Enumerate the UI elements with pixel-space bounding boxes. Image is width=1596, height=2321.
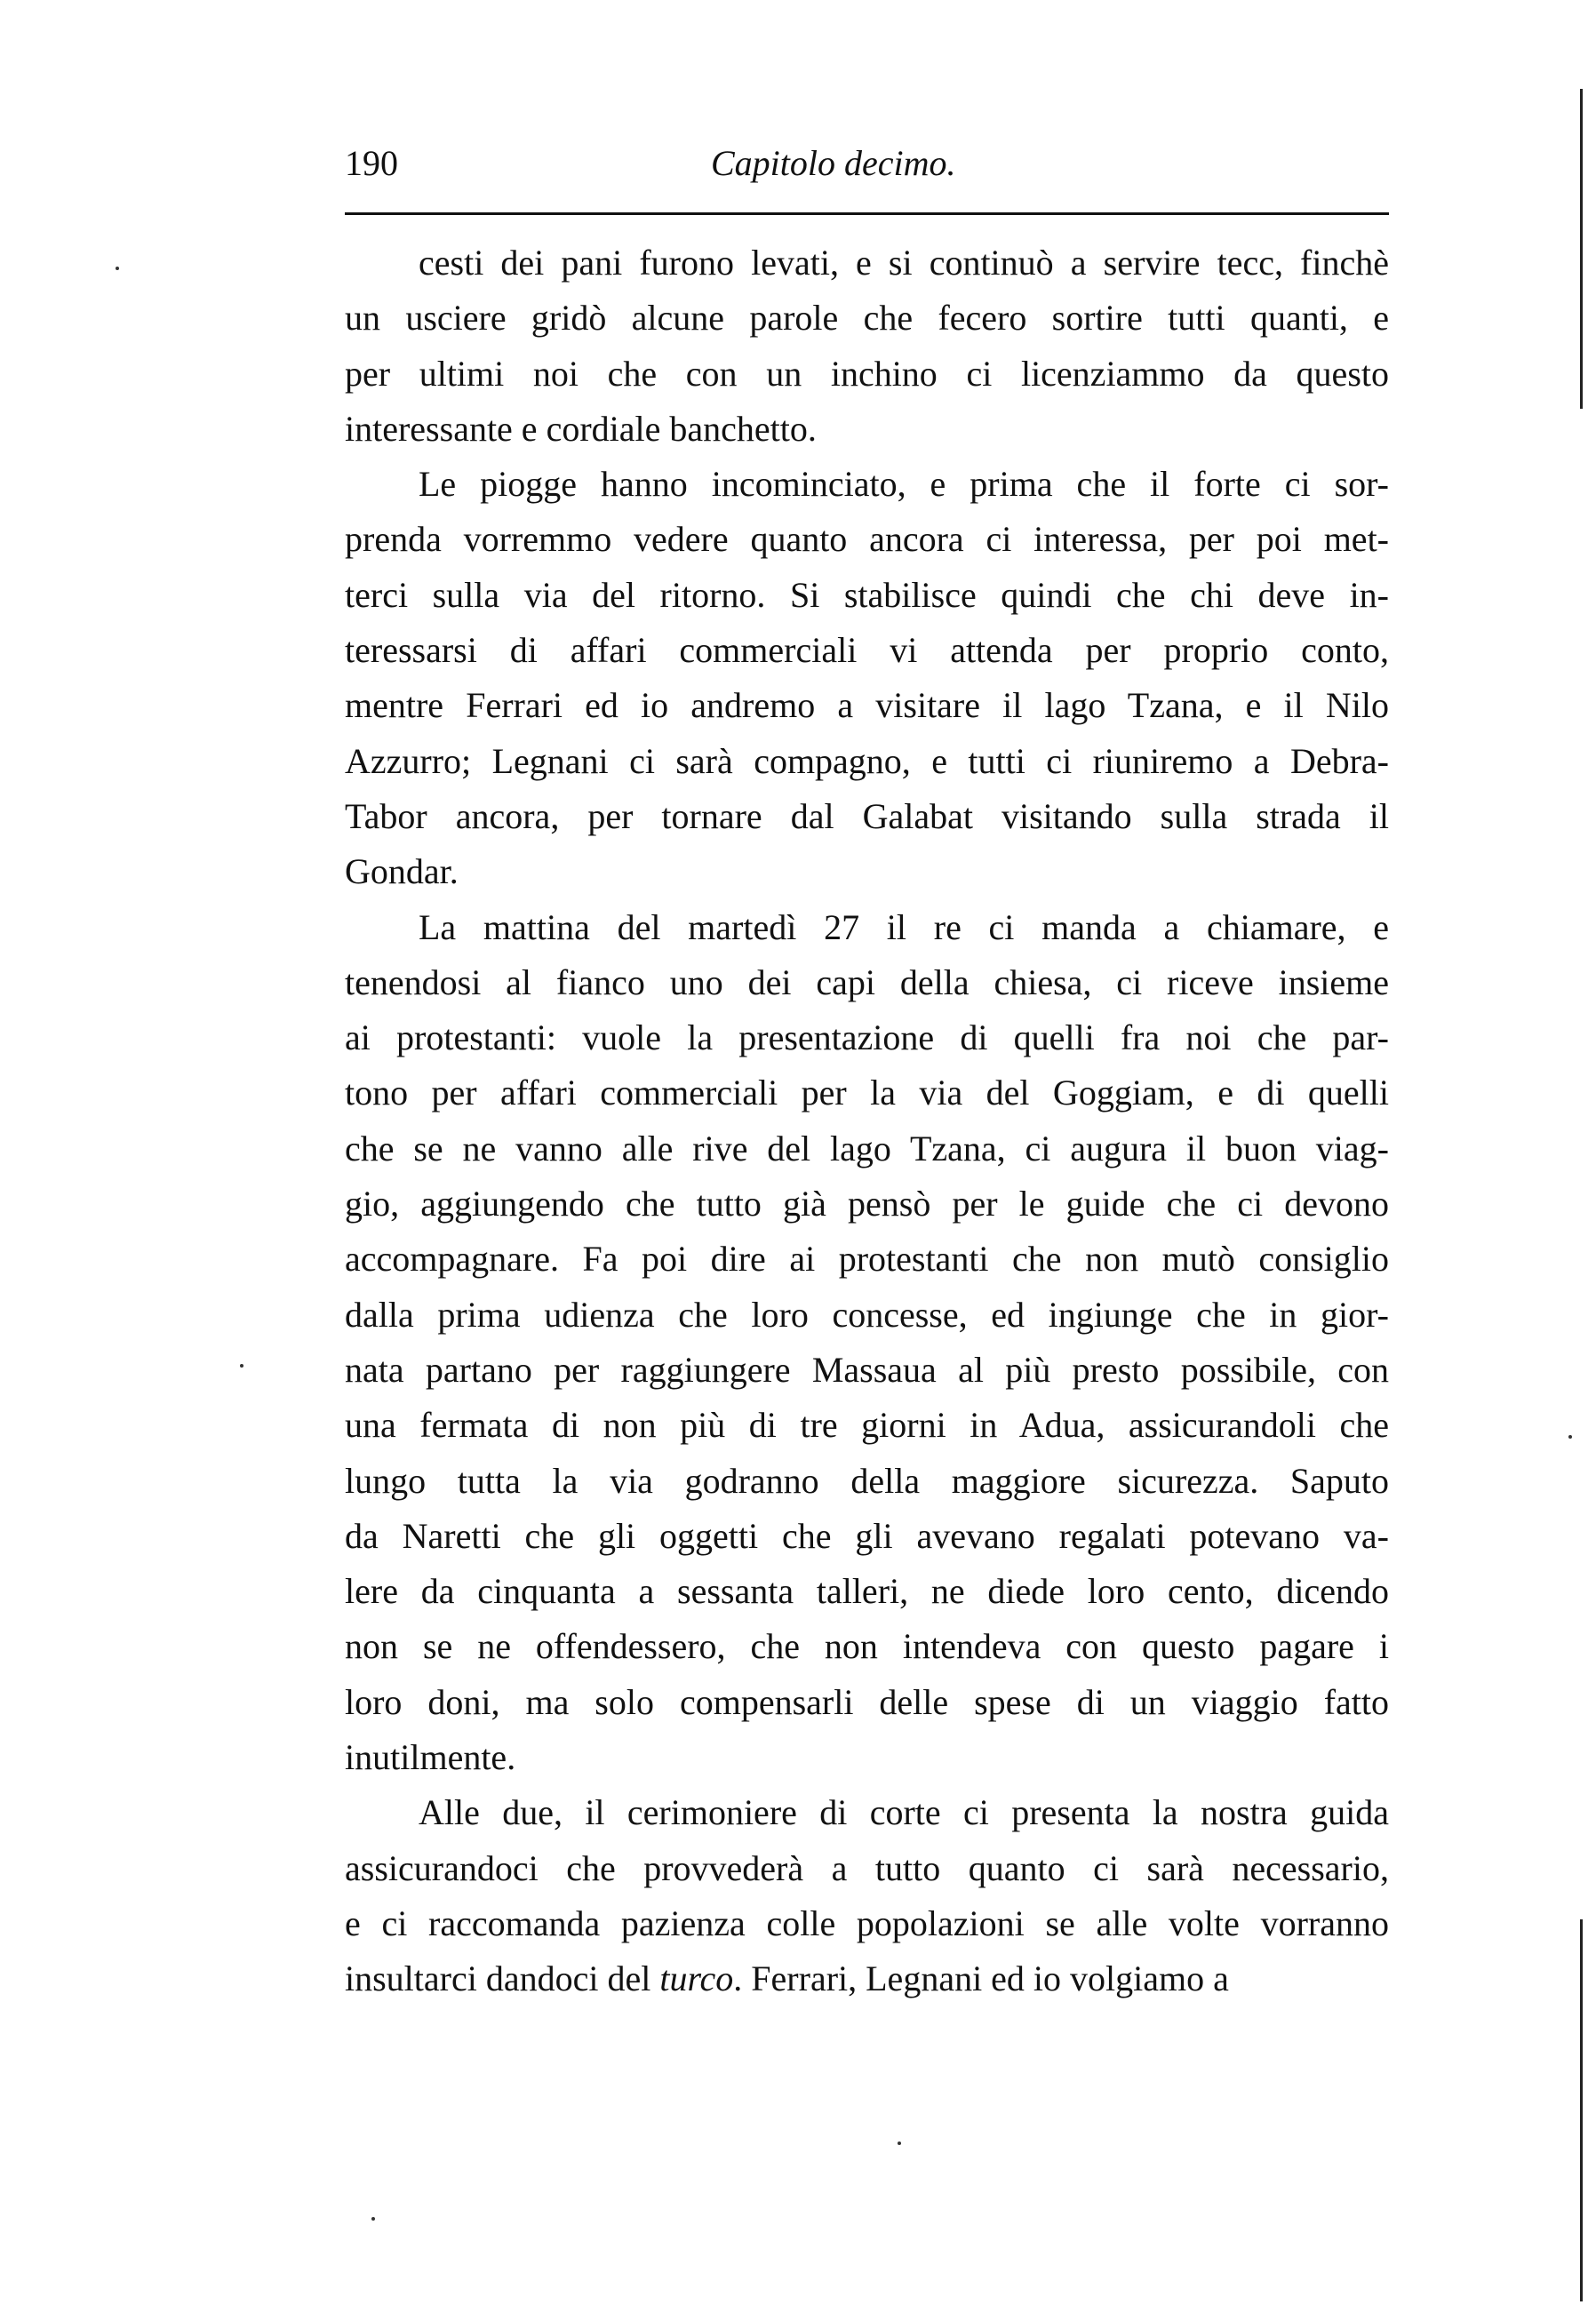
header-rule	[345, 212, 1389, 215]
text-line: Azzurro; Legnani ci sarà compagno, e tutti ci riuniremo a Debra-	[345, 740, 1389, 781]
body-text	[345, 235, 1389, 2007]
text-line: mentre Ferrari ed io andremo a visitare il lago Tzana, e il Nilo	[345, 685, 1389, 726]
text-line: Alle due, il cerimoniere di corte ci presenta la nostra guida	[419, 1792, 1389, 1833]
scan-speck	[1568, 1435, 1572, 1439]
scan-speck	[116, 267, 119, 270]
page-number: 190	[345, 143, 398, 183]
text-line	[345, 1951, 1389, 2006]
text-line: interessante e cordiale banchetto.	[345, 408, 817, 449]
text-segment: insultarci dandoci del	[345, 1958, 660, 1999]
scan-edge-mark	[1580, 1919, 1583, 2301]
text-segment: . Ferrari, Legnani ed io volgiamo a	[733, 1958, 1229, 1999]
text-line: La mattina del martedì 27 il re ci manda a chiamare, e	[419, 906, 1389, 947]
text-line: Le piogge hanno incominciato, e prima che il forte ci sor-	[419, 464, 1389, 505]
text-line: dalla prima udienza che loro concesse, ed ingiunge che in gior-	[345, 1294, 1389, 1335]
text-line: tono per affari commerciali per la via del Goggiam, e di quelli	[345, 1073, 1389, 1113]
text-line: Gondar.	[345, 851, 459, 892]
italic-word: turco	[659, 1958, 734, 1999]
text-line: lere da cinquanta a sessanta talleri, ne diede loro cento, dicendo	[345, 1571, 1389, 1612]
text-line: loro doni, ma solo compensarli delle spese di un viaggio fatto	[345, 1681, 1389, 1722]
scan-edge-mark	[1580, 89, 1583, 409]
text-line: accompagnare. Fa poi dire ai protestanti che non mutò consiglio	[345, 1239, 1389, 1280]
text-line: cesti dei pani furono levati, e si continuò a servire tecc, finchè	[419, 243, 1389, 283]
text-line: nata partano per raggiungere Massaua al più presto possibile, con	[345, 1349, 1389, 1390]
text-line: lungo tutta la via godranno della maggiore sicurezza. Saputo	[345, 1460, 1389, 1501]
text-line: da Naretti che gli oggetti che gli avevano regalati potevano va-	[345, 1515, 1389, 1556]
text-line: terci sulla via del ritorno. Si stabilisce quindi che chi deve in-	[345, 574, 1389, 615]
text-line: una fermata di non più di tre giorni in Adua, assicurandoli che	[345, 1405, 1389, 1446]
running-title: Capitolo decimo.	[711, 143, 956, 183]
text-line: assicurandoci che provvederà a tutto quanto ci sarà necessario,	[345, 1847, 1389, 1888]
text-line: tenendosi al fianco uno dei capi della chiesa, ci riceve insieme	[345, 961, 1389, 1002]
text-line: che se ne vanno alle rive del lago Tzana, ci augura il buon viag-	[345, 1128, 1389, 1168]
text-line: Tabor ancora, per tornare dal Galabat visitando sulla strada il	[345, 795, 1389, 836]
text-line: gio, aggiungendo che tutto già pensò per le guide che ci devono	[345, 1184, 1389, 1224]
text-line: un usciere gridò alcune parole che fecero sortire tutti quanti, e	[345, 298, 1389, 339]
text-line: per ultimi noi che con un inchino ci licenziammo da questo	[345, 353, 1389, 394]
scan-speck	[898, 2142, 901, 2145]
text-line: inutilmente.	[345, 1737, 516, 1778]
text-line: teressarsi di affari commerciali vi attenda per proprio conto,	[345, 630, 1389, 671]
scan-speck	[240, 1364, 243, 1368]
text-line: prenda vorremmo vedere quanto ancora ci interessa, per poi met-	[345, 519, 1389, 560]
text-line: non se ne offendessero, che non intendeva con questo pagare i	[345, 1626, 1389, 1667]
scan-speck	[371, 2217, 375, 2221]
text-line: e ci raccomanda pazienza colle popolazioni se alle volte vorranno	[345, 1902, 1389, 1943]
text-line: ai protestanti: vuole la presentazione di quelli fra noi che par-	[345, 1017, 1389, 1058]
